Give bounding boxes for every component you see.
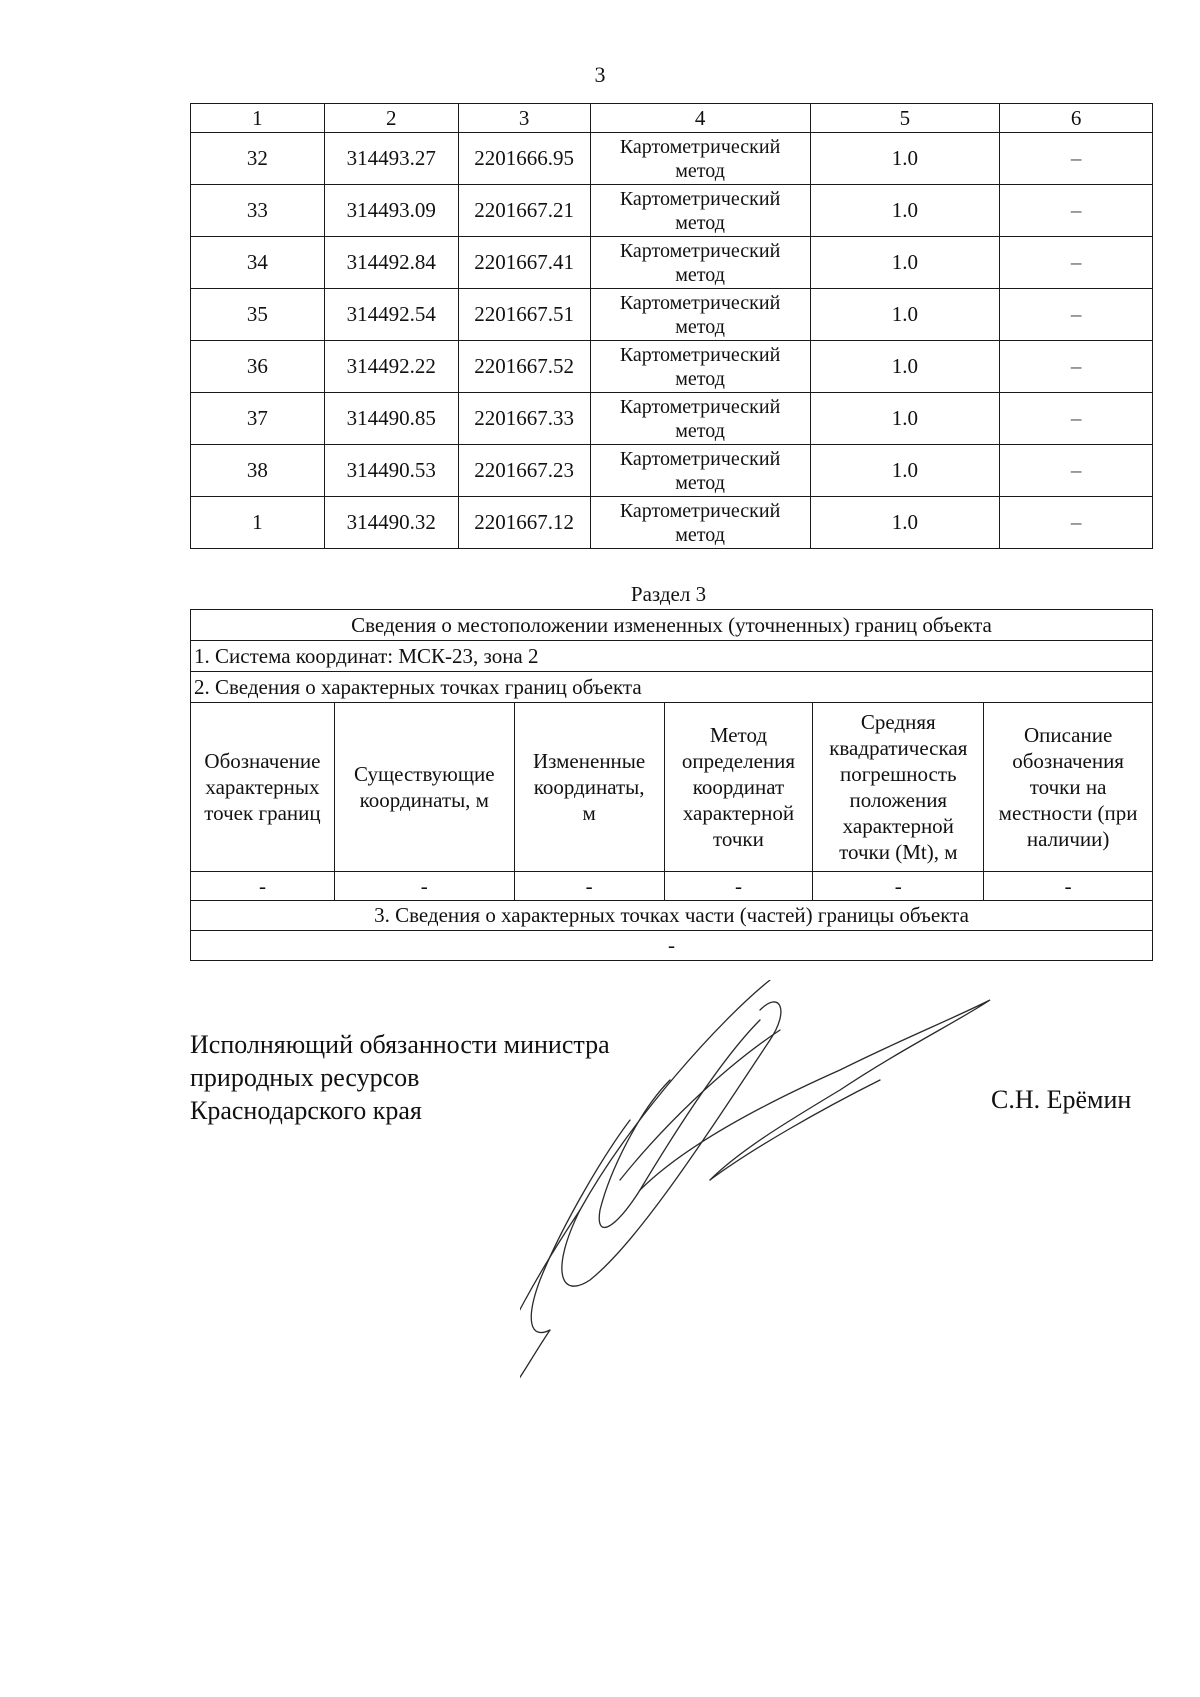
method-cell [590,133,810,185]
coordinates-table [190,103,1153,549]
column-header-line: местности (при [998,801,1138,825]
table-row [191,237,1153,289]
method-line: метод [675,211,725,234]
column-header [664,703,813,872]
column-header-line: погрешность [839,762,957,786]
method-cell [590,393,810,445]
x-coordinate: 314490.85 [324,393,458,445]
empty-cell: - [664,872,813,901]
column-header [984,703,1153,872]
description-value: – [1000,237,1153,289]
column-header-line: координаты, м [359,788,489,812]
coordinate-system: 1. Система координат: МСК-23, зона 2 [191,641,1153,672]
section-heading: Сведения о местоположении измененных (уточненных) границ объекта [191,610,1153,641]
column-header-line: Средняя [860,710,936,734]
x-coordinate: 314492.22 [324,341,458,393]
x-coordinate: 314490.53 [324,445,458,497]
column-header-line: координаты, [533,775,645,799]
section-title: Раздел 3 [630,582,707,606]
method-line: Картометрический [619,343,781,366]
handwritten-signature [520,980,1140,1400]
accuracy-value: 1.0 [810,341,1000,393]
method-cell [590,341,810,393]
description-value: – [1000,393,1153,445]
method-cell [590,445,810,497]
method-line: Картометрический [619,291,781,314]
method-line: Картометрический [619,135,781,158]
y-coordinate: 2201667.21 [458,185,590,237]
point-number: 34 [191,237,325,289]
method-line: Картометрический [619,187,781,210]
method-line: Картометрический [619,395,781,418]
column-header-line: Обозначение [204,749,321,773]
column-header-line: положения [849,788,948,812]
method-line: метод [675,159,725,182]
column-header [191,703,335,872]
column-header [514,703,664,872]
accuracy-value: 1.0 [810,445,1000,497]
table-row [191,185,1153,237]
accuracy-value: 1.0 [810,133,1000,185]
method-line: метод [675,471,725,494]
column-header-line: характерной [682,801,795,825]
point-number: 1 [191,497,325,549]
method-line: Картометрический [619,447,781,470]
accuracy-value: 1.0 [810,497,1000,549]
page-number: 3 [594,62,606,87]
column-header-line: точки (Mt), м [839,840,958,864]
empty-cell: - [813,872,984,901]
table-row [191,393,1153,445]
accuracy-value: 1.0 [810,237,1000,289]
table-row [191,289,1153,341]
y-coordinate: 2201667.52 [458,341,590,393]
y-coordinate: 2201667.33 [458,393,590,445]
description-value: – [1000,497,1153,549]
empty-cell: - [984,872,1153,901]
empty-data-row [191,872,1153,901]
method-line: метод [675,263,725,286]
description-value: – [1000,289,1153,341]
column-number: 4 [590,104,810,133]
point-number: 35 [191,289,325,341]
method-cell [590,185,810,237]
y-coordinate: 2201667.12 [458,497,590,549]
point-number: 32 [191,133,325,185]
column-header-line: определения [681,749,796,773]
empty-cell: - [191,872,335,901]
method-line: Картометрический [619,499,781,522]
method-cell [590,237,810,289]
parts-heading: 3. Сведения о характерных точках части (частей) границы объекта [191,901,1153,931]
table-header-row [191,104,1153,133]
y-coordinate: 2201666.95 [458,133,590,185]
description-value: – [1000,185,1153,237]
method-line: метод [675,419,725,442]
y-coordinate: 2201667.51 [458,289,590,341]
column-header-line: Метод [709,723,768,747]
accuracy-value: 1.0 [810,393,1000,445]
column-header-line: Измененные [532,749,646,773]
point-number: 38 [191,445,325,497]
position-line: природных ресурсов [190,1063,420,1092]
column-header [334,703,514,872]
method-line: Картометрический [619,239,781,262]
parts-value: - [191,931,1153,961]
point-number: 37 [191,393,325,445]
method-line: метод [675,315,725,338]
point-number: 33 [191,185,325,237]
description-value: – [1000,445,1153,497]
empty-cell: - [334,872,514,901]
method-line: метод [675,523,725,546]
description-value: – [1000,341,1153,393]
column-number: 5 [810,104,1000,133]
column-header-line: наличии) [1026,827,1110,851]
column-header-line: обозначения [1012,749,1124,773]
empty-cell: - [514,872,664,901]
column-header-line: Существующие [353,762,495,786]
x-coordinate: 314492.54 [324,289,458,341]
column-header-line: м [582,801,596,825]
column-number: 1 [191,104,325,133]
description-value: – [1000,133,1153,185]
table-row [191,133,1153,185]
x-coordinate: 314493.27 [324,133,458,185]
column-header-row [191,703,1153,872]
position-line: Исполняющий обязанности министра [190,1030,610,1059]
accuracy-value: 1.0 [810,289,1000,341]
column-header-line: точки [713,827,764,851]
table-row [191,445,1153,497]
y-coordinate: 2201667.23 [458,445,590,497]
accuracy-value: 1.0 [810,185,1000,237]
column-header-line: точки на [1029,775,1107,799]
signatory-name: С.Н. Ерёмин [991,1085,1132,1114]
method-line: метод [675,367,725,390]
column-header-line: квадратическая [829,736,968,760]
column-header-line: Описание [1023,723,1113,747]
column-header-line: характерной [842,814,954,838]
column-header-line: точек границ [204,801,321,825]
table-row [191,341,1153,393]
position-line: Краснодарского края [190,1096,422,1125]
x-coordinate: 314493.09 [324,185,458,237]
column-number: 6 [1000,104,1153,133]
method-cell [590,497,810,549]
x-coordinate: 314490.32 [324,497,458,549]
point-number: 36 [191,341,325,393]
method-cell [590,289,810,341]
column-header-line: координат [692,775,785,799]
column-number: 3 [458,104,590,133]
table-row [191,497,1153,549]
points-heading: 2. Сведения о характерных точках границ объекта [191,672,1153,703]
x-coordinate: 314492.84 [324,237,458,289]
column-header [813,703,984,872]
section3-table [190,609,1153,961]
column-header-line: характерных [205,775,320,799]
column-number: 2 [324,104,458,133]
y-coordinate: 2201667.41 [458,237,590,289]
